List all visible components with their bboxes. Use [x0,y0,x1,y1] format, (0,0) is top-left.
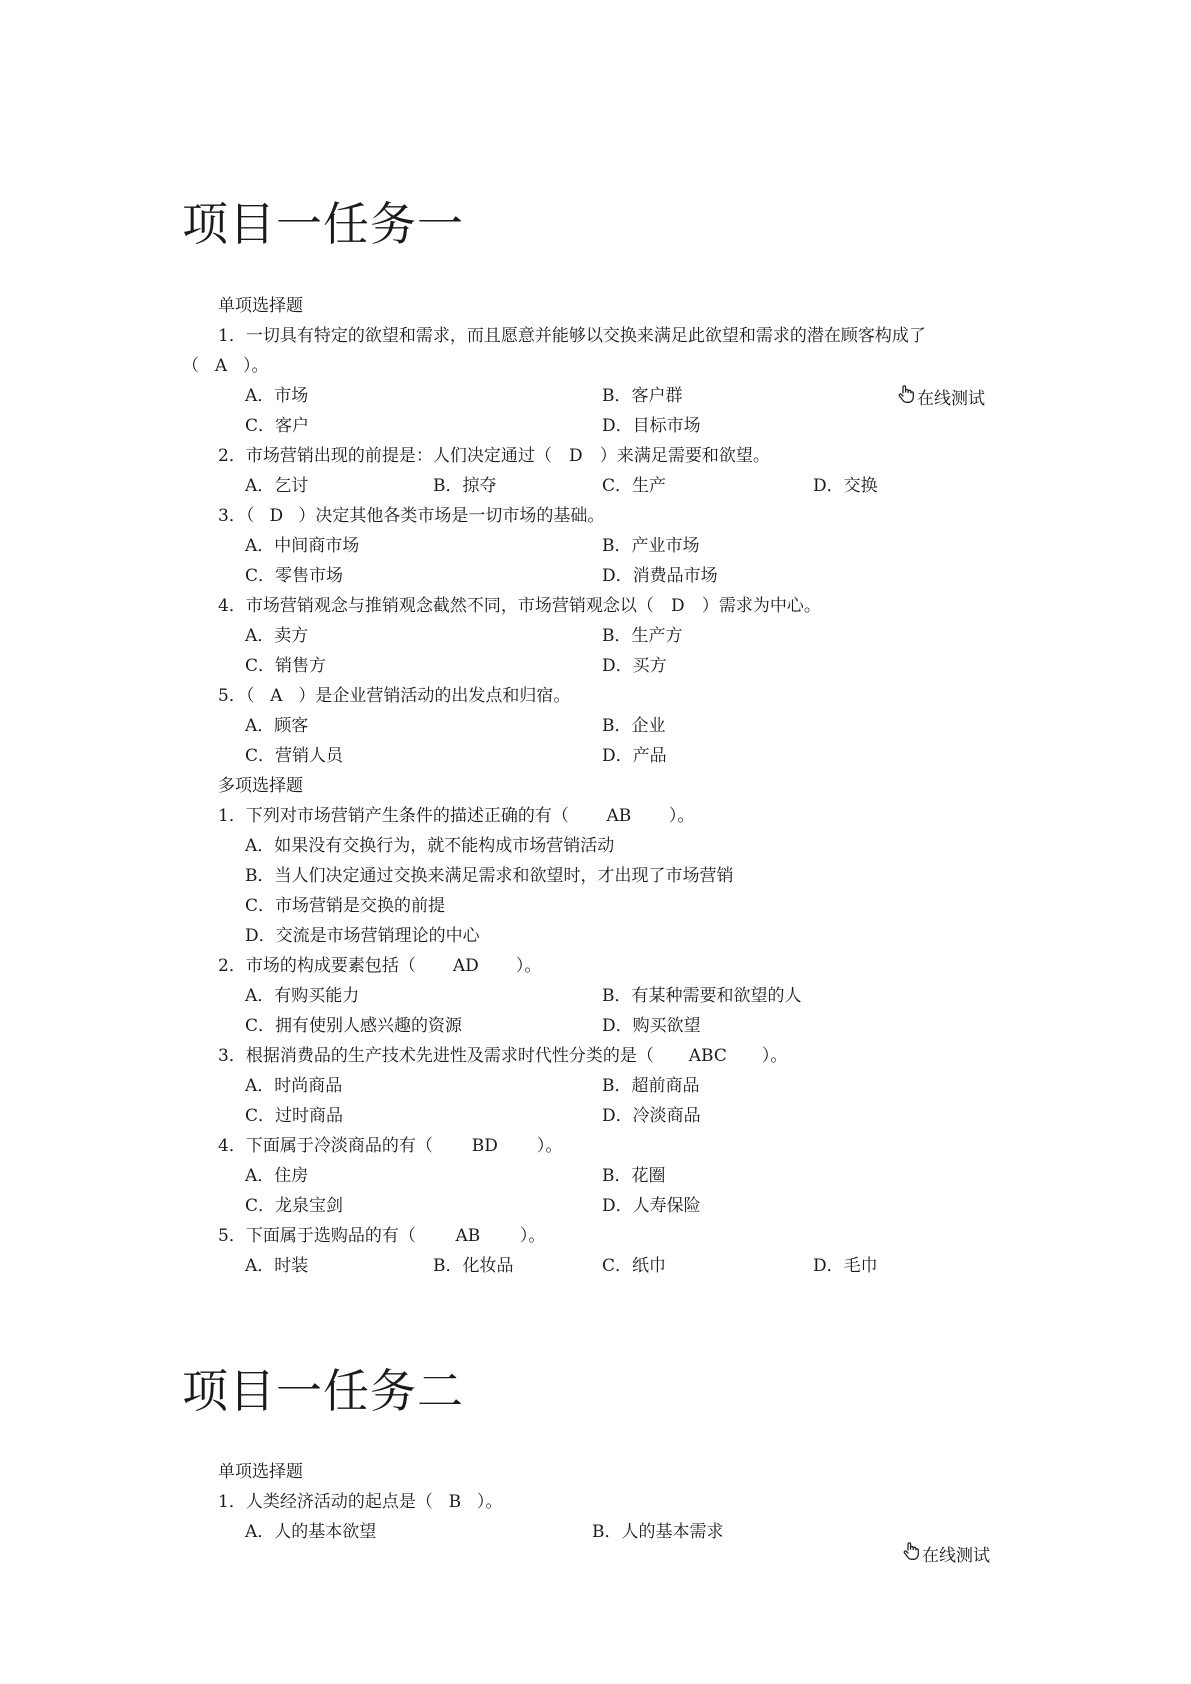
option-a: A．卖方 [245,626,309,646]
option-d: D．产品 [602,746,667,766]
option-b: B．产业市场 [602,536,700,556]
option-c: C．龙泉宝剑 [245,1196,344,1216]
question-stem [218,1046,787,1066]
stem-post: ）。 [519,1226,546,1246]
answer: D [269,506,284,526]
question-stem [218,446,770,466]
stem-post: ）。 [476,1492,503,1512]
stem-pre: 4．下面属于冷淡商品的有（ [218,1136,433,1156]
option-d: D．人寿保险 [602,1196,701,1216]
option-c: C．拥有使别人感兴趣的资源 [245,1016,463,1036]
option-b: B．人的基本需求 [592,1522,724,1542]
stem-post: ）。 [536,1136,563,1156]
stem-post: ）需求为中心。 [701,596,821,616]
question-stem [218,686,570,706]
option-c: C．市场营销是交换的前提 [245,896,446,916]
option-a: A．时尚商品 [245,1076,343,1096]
stem-post: ）。 [761,1046,788,1066]
stem-pre: 1．下列对市场营销产生条件的描述正确的有（ [218,806,569,826]
option-a: A．时装 [245,1256,309,1276]
option-a: A．如果没有交换行为，就不能构成市场营销活动 [245,836,615,856]
option-d: D．购买欲望 [602,1016,701,1036]
question-stem [218,506,604,526]
option-a: A．有购买能力 [245,986,360,1006]
option-a: A．人的基本欲望 [245,1522,377,1542]
option-d: D．交流是市场营销理论的中心 [245,926,480,946]
online-test-label: 在线测试 [922,1546,990,1566]
option-c: C．销售方 [245,656,327,676]
hand-pointer-icon [897,384,915,409]
stem-post: ）。 [668,806,695,826]
online-test-label: 在线测试 [917,389,985,409]
option-d: D．交换 [813,476,878,496]
option-d: D．毛巾 [813,1256,878,1276]
stem-pre: 2．市场营销出现的前提是：人们决定通过（ [218,446,552,466]
option-c: C．生产 [602,476,667,496]
single-choice-heading-2: 单项选择题 [218,1462,303,1482]
option-d: D．买方 [602,656,667,676]
online-test-link[interactable] [897,384,985,409]
hand-pointer-icon [902,1541,920,1566]
option-d: D．冷淡商品 [602,1106,701,1126]
stem-post: ）来满足需要和欲望。 [599,446,770,466]
option-b: B．生产方 [602,626,683,646]
stem-pre: 3．根据消费品的生产技术先进性及需求时代性分类的是（ [218,1046,654,1066]
section-title-1: 项目一任务一 [182,197,464,251]
answer: ABC [688,1046,727,1066]
answer: A [270,686,283,706]
option-a: A．顾客 [245,716,309,736]
multi-choice-heading: 多项选择题 [218,776,303,796]
option-a: A．中间商市场 [245,536,360,556]
answer: AB [606,806,632,826]
option-c: C．零售市场 [245,566,344,586]
stem-pre: 5．下面属于选购品的有（ [218,1226,416,1246]
online-test-link[interactable] [902,1541,990,1566]
stem-pre: 3．（ [218,506,255,526]
option-c: C．纸巾 [602,1256,667,1276]
option-b: B．企业 [602,716,666,736]
answer: D [569,446,583,466]
option-c: C．营销人员 [245,746,344,766]
option-c: C．过时商品 [245,1106,344,1126]
option-b: B．花圈 [602,1166,666,1186]
answer: AB [455,1226,481,1246]
option-b: B．超前商品 [602,1076,700,1096]
question-stem [218,1226,545,1246]
answer: A [214,356,228,376]
option-a: A．住房 [245,1166,309,1186]
option-d: D．目标市场 [602,416,701,436]
answer: BD [471,1136,498,1156]
option-d: D．消费品市场 [602,566,718,586]
question-stem-continued [182,356,269,376]
option-b: B．掠夺 [433,476,497,496]
stem-pre: 1．人类经济活动的起点是（ [218,1492,433,1512]
option-b: B．有某种需要和欲望的人 [602,986,802,1006]
single-choice-heading-1: 单项选择题 [218,296,303,316]
question-stem [218,806,694,826]
question-stem [218,1492,502,1512]
option-c: C．客户 [245,416,310,436]
option-a: A．市场 [245,386,309,406]
option-b: B．客户群 [602,386,683,406]
stem-post: ）是企业营销活动的出发点和归宿。 [298,686,571,706]
stem-post: ）。 [515,956,542,976]
answer: B [448,1492,462,1512]
section-title-2: 项目一任务二 [182,1364,464,1418]
question-stem [218,1136,562,1156]
option-a: A．乞讨 [245,476,309,496]
paren-open: （ [182,356,199,376]
stem-pre: 4．市场营销观念与推销观念截然不同，市场营销观念以（ [218,596,654,616]
question-stem [218,956,541,976]
answer: D [671,596,685,616]
answer: AD [452,956,479,976]
stem-pre: 2．市场的构成要素包括（ [218,956,416,976]
stem-post: ）决定其他各类市场是一切市场的基础。 [298,506,605,526]
stem-pre: 5．（ [218,686,255,706]
paren-close: ）。 [243,356,269,376]
option-b: B．当人们决定通过交换来满足需求和欲望时，才出现了市场营销 [245,866,734,886]
option-b: B．化妆品 [433,1256,514,1276]
question-stem: 1．一切具有特定的欲望和需求，而且愿意并能够以交换来满足此欲望和需求的潜在顾客构成了 [218,326,926,346]
question-stem [218,596,821,616]
